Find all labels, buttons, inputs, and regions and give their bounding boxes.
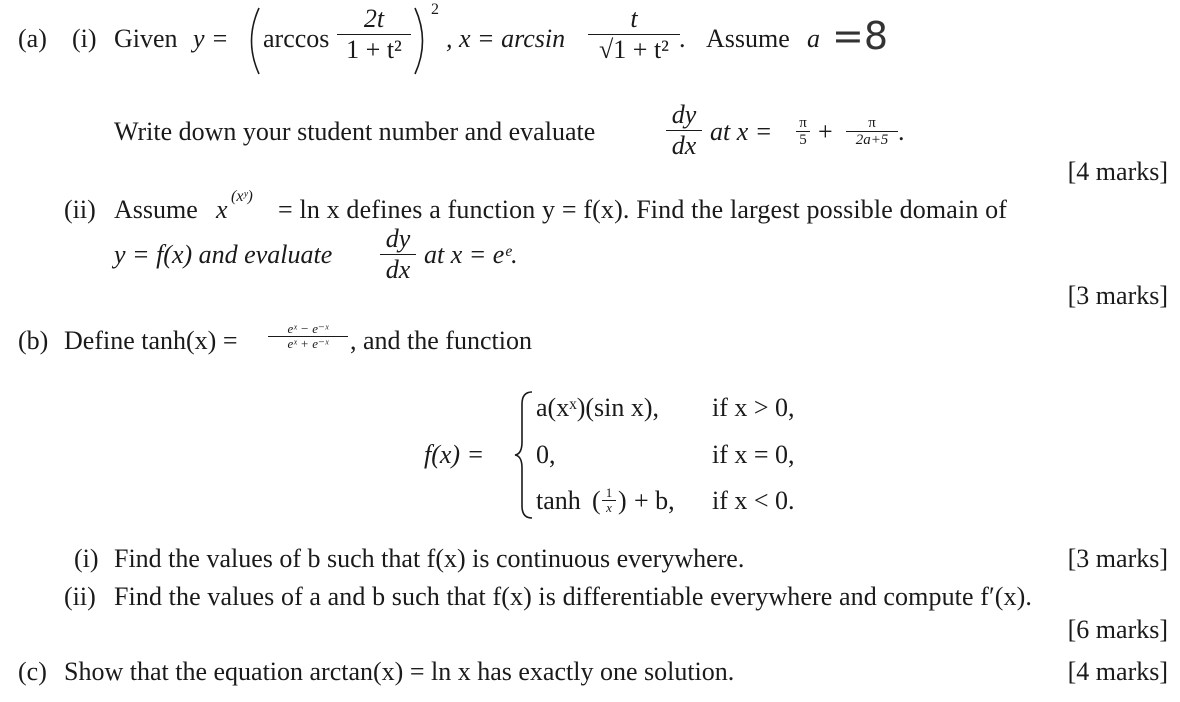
case3-condition: if x < 0. <box>712 486 795 515</box>
case3-open-paren: ( <box>592 486 601 515</box>
marks-b-ii: [6 marks] <box>1067 615 1168 644</box>
tanh-denominator: eˣ + e⁻ˣ <box>287 336 329 351</box>
y-equals-f-x: y = f(x) and evaluate <box>114 240 333 269</box>
dx: dx <box>671 131 697 160</box>
part-c-text: Show that the equation arctan(x) = ln x has exactly one solution. <box>64 657 735 686</box>
case1-condition: if x > 0, <box>712 393 795 422</box>
fraction-numerator: 2t <box>363 4 385 33</box>
marks-a-ii: [3 marks] <box>1067 281 1168 310</box>
part-a-label: (a) <box>18 24 47 53</box>
superscript-x-y: (xʸ) <box>231 188 253 205</box>
part-a-ii-label: (ii) <box>64 195 96 224</box>
dy-dx-fraction <box>380 224 416 285</box>
fraction-t-over-sqrt <box>588 4 680 65</box>
define-tanh-text: Define tanh(x) = <box>64 326 238 355</box>
part-b-ii-text: Find the values of a and b such that f(x) is differentiable everywhere and compute f′(x). <box>114 582 1033 611</box>
part-a-i-label: (i) <box>72 24 97 53</box>
one: 1 <box>605 485 613 500</box>
assume-word: Assume <box>706 24 790 53</box>
case3-plus-b: + b, <box>634 486 675 515</box>
marks-c: [4 marks] <box>1067 657 1168 686</box>
pi-over-5 <box>796 115 810 148</box>
arccos-func: arccos <box>263 24 330 53</box>
defines-function-text: = ln x defines a function y = f(x). Find the largest possible domain of <box>278 195 1008 224</box>
piecewise-brace <box>514 390 536 520</box>
given-word: Given <box>114 24 178 53</box>
f-x-equals: f(x) = <box>424 440 485 469</box>
case2-condition: if x = 0, <box>712 440 795 469</box>
pi-symbol: π <box>868 115 876 131</box>
dy: dy <box>385 224 411 253</box>
case1-expression: a(xˣ)(sin x), <box>536 393 660 422</box>
dy-dx-fraction <box>666 100 702 161</box>
y-equals: y = <box>193 24 229 53</box>
one-over-x <box>602 486 616 515</box>
sqrt-radicand: 1 + t² <box>613 35 669 64</box>
plus-sign: + <box>818 117 833 146</box>
part-b-label: (b) <box>18 326 49 355</box>
dy: dy <box>671 100 697 129</box>
fraction-2t-over-1-plus-t2 <box>337 4 411 65</box>
variable-a: a <box>807 24 820 53</box>
right-paren-large <box>412 6 430 76</box>
x-equals-arcsin: , x = arcsin <box>446 24 566 53</box>
tanh-definition-fraction <box>268 322 348 351</box>
case3-close-paren: ) <box>618 486 627 515</box>
pi-over-2a-plus-5 <box>846 115 898 148</box>
marks-b-i: [3 marks] <box>1067 544 1168 573</box>
and-the-function-text: , and the function <box>350 326 532 355</box>
assume-word: Assume <box>114 195 198 224</box>
period: . <box>679 24 686 53</box>
period: . <box>898 117 905 146</box>
fraction-numerator: t <box>630 4 638 33</box>
marks-a-i: [4 marks] <box>1067 157 1168 186</box>
fraction-denominator <box>588 35 680 65</box>
left-paren-large <box>244 6 262 76</box>
pi-symbol: π <box>799 115 807 131</box>
at-x-equals-e-e: at x = eᵉ. <box>424 240 518 269</box>
denominator-2a-plus-5: 2a+5 <box>855 132 889 148</box>
five: 5 <box>799 132 807 148</box>
part-b-ii-label: (ii) <box>64 582 96 611</box>
write-student-number-text: Write down your student number and evaluate <box>114 117 596 146</box>
tanh-numerator: eˣ − e⁻ˣ <box>287 321 329 336</box>
part-b-i-text: Find the values of b such that f(x) is continuous everywhere. <box>114 544 745 573</box>
x-base: x <box>216 195 228 224</box>
handwritten-answer: =8 <box>832 14 889 58</box>
x: x <box>606 500 612 515</box>
fraction-denominator: 1 + t² <box>346 35 402 64</box>
case3-tanh: tanh <box>536 486 581 515</box>
case2-expression: 0, <box>536 440 556 469</box>
sqrt-sign: √ <box>599 35 614 64</box>
exponent-2: 2 <box>431 1 439 18</box>
dx: dx <box>385 255 411 284</box>
part-b-i-label: (i) <box>74 544 99 573</box>
at-x-equals: at x = <box>710 117 773 146</box>
part-c-label: (c) <box>18 657 47 686</box>
